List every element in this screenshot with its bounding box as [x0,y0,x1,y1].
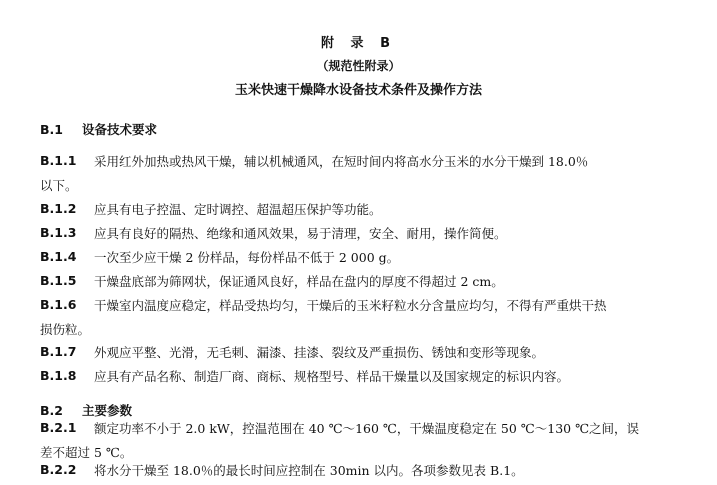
clause-b-1-7 [40,344,690,361]
clause-number: B.2.2 [40,462,77,477]
clause-text: 将水分干燥至 18.0％的最长时间应控制在 30min 以内。各项参数见表 B.1。 [94,463,524,478]
clause-number: B.1.6 [40,297,77,312]
clause-b-1-6 [40,297,690,338]
clause-b-2-1 [40,420,690,461]
clause-number: B.1.8 [40,368,77,383]
appendix-heading: 附 录 B [321,36,396,51]
appendix-nature: （规范性附录） [316,59,401,73]
clause-text-continued: 损伤粒。 [40,322,91,337]
clause-number: B.2.1 [40,420,77,435]
clause-b-1-3 [40,225,690,242]
clause-text: 应具有电子控温、定时调控、超温超压保护等功能。 [94,202,382,217]
clause-text: 一次至少应干燥 2 份样品，每份样品不低于 2 000 g。 [94,250,400,265]
clause-b-2-2 [40,462,690,479]
clause-text: 应具有良好的隔热、绝缘和通风效果，易于清理，安全、耐用，操作简便。 [94,226,507,241]
clause-text: 外观应平整、光滑，无毛刺、漏漆、挂漆、裂纹及严重损伤、锈蚀和变形等现象。 [94,345,545,360]
clause-text: 额定功率不小于 2.0 kW，控温范围在 40 ℃～160 ℃，干燥温度稳定在 50 ℃～130 ℃之间，误 [94,421,640,436]
clause-b-1-2 [40,201,690,218]
section-title: 设备技术要求 [82,122,158,137]
clause-text: 干燥室内温度应稳定，样品受热均匀，干燥后的玉米籽粒水分含量应均匀，不得有严重烘干热 [94,298,607,313]
appendix-title: 玉米快速干燥降水设备技术条件及操作方法 [234,83,482,98]
section-heading-b1 [40,120,157,138]
clause-b-1-5 [40,273,690,290]
clause-text: 采用红外加热或热风干燥，辅以机械通风，在短时间内将高水分玉米的水分干燥到 18.0％ [94,154,589,169]
clause-number: B.1.2 [40,201,77,216]
clause-number: B.1.5 [40,273,77,288]
clause-b-1-1 [40,153,690,194]
section-heading-b2 [40,401,132,419]
clause-number: B.1.1 [40,153,77,168]
clause-text: 干燥盘底部为筛网状，保证通风良好，样品在盘内的厚度不得超过 2 cm。 [94,274,504,289]
section-title: 主要参数 [82,403,133,418]
section-number: B.2 [40,403,63,418]
clause-b-1-8 [40,368,690,385]
clause-b-1-4 [40,249,690,266]
clause-text-continued: 差不超过 5 ℃。 [40,445,133,460]
section-number: B.1 [40,122,63,137]
clause-number: B.1.3 [40,225,77,240]
clause-text: 应具有产品名称、制造厂商、商标、规格型号、样品干燥量以及国家规定的标识内容。 [94,369,570,384]
clause-number: B.1.4 [40,249,77,264]
clause-number: B.1.7 [40,344,77,359]
clause-text-continued: 以下。 [40,178,78,193]
